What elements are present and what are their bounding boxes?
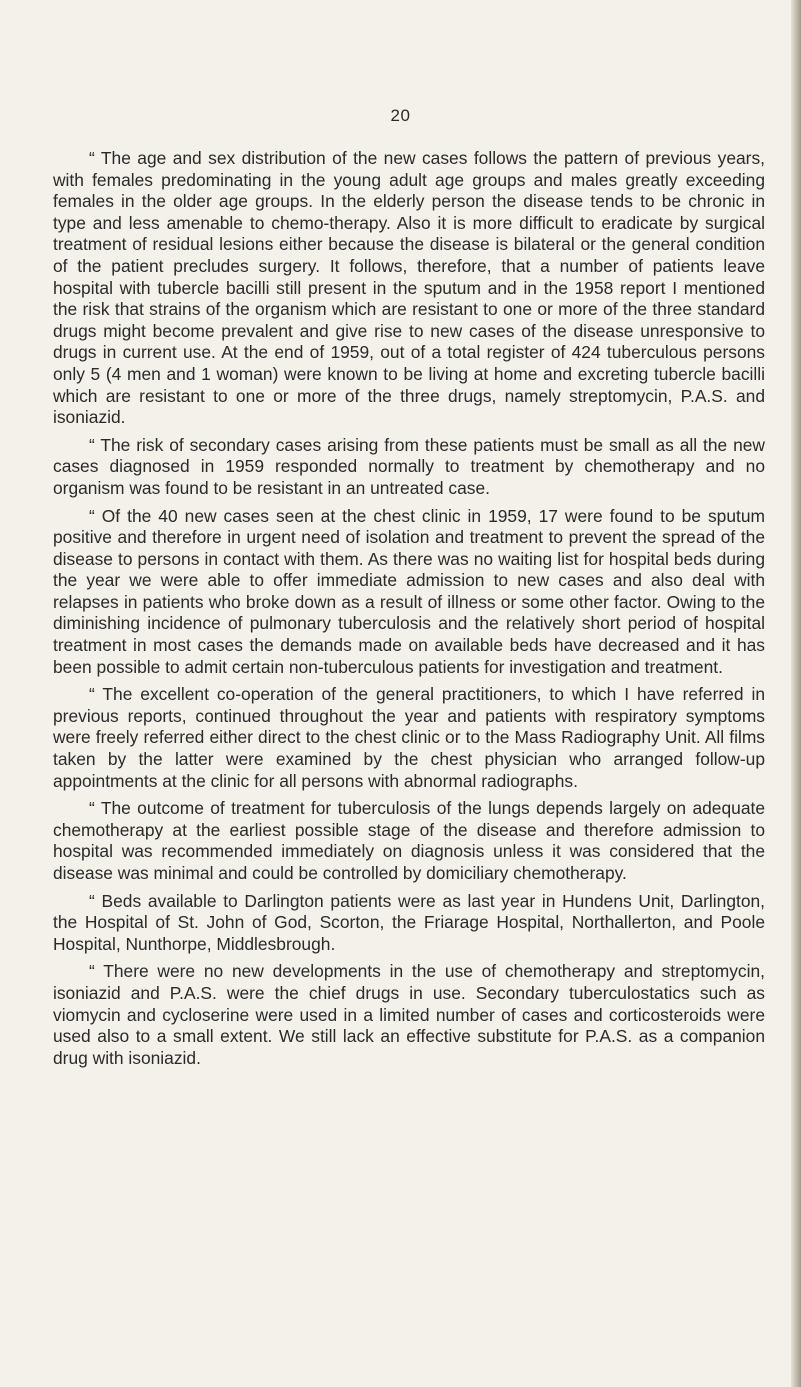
paragraph-new-cases-chest-clinic: “ Of the 40 new cases seen at the chest clinic in 1959, 17 were found to be sputum positive and therefore in urgent need of isolation and treatment to prevent the spread of the disease to persons in contact with them. As there was no waiting list for hospital beds during the year we were able to offer immediate admission to new cases and also deal with relapses in patients who broke down as a result of illness or some other factor. Owing to the diminishing incidence of pulmonary tuberculosis and the relatively short period of hospital treatment in most cases the demands made on available beds have decreased and it has been possible to admit certain non-tuberculous patients for investigation and treatment. bbox=[53, 505, 765, 677]
page-number: 20 bbox=[390, 106, 411, 125]
paragraph-secondary-cases-risk: “ The risk of secondary cases arising from these patients must be small as all the new cases diagnosed in 1959 responded normally to treatment by chemotherapy and no organism was found to be resistant in an untreated case. bbox=[53, 434, 765, 498]
paragraph-age-sex-distribution: “ The age and sex distribution of the new cases follows the pattern of previous years, with females predominating in the young adult age groups and males greatly exceeding females in the older age groups. In the elderly person the disease tends to be chronic in type and less amenable to chemo-therapy. Also it is more difficult to eradicate by surgical treatment of residual lesions either because the disease is bilateral or the general condition of the patient precludes surgery. It follows, therefore, that a number of patients leave hospital with tubercle bacilli still present in the sputum and in the 1958 report I mentioned the risk that strains of the organism which are resistant to one or more of the three standard drugs might become prevalent and give rise to new cases of the disease unresponsive to drugs in current use. At the end of 1959, out of a total register of 424 tuberculous persons only 5 (4 men and 1 woman) were known to be living at home and excreting tubercle bacilli which are resistant to one or more of the three drugs, namely streptomycin, P.A.S. and isoniazid. bbox=[53, 148, 765, 428]
paragraph-treatment-outcome: “ The outcome of treatment for tuberculosis of the lungs depends largely on adequate chemotherapy at the earliest possible stage of the disease and therefore admission to hospital was recommended immediately on diagnosis unless it was considered that the disease was minimal and could be controlled by domiciliary chemotherapy. bbox=[53, 798, 765, 883]
paragraph-beds-available: “ Beds available to Darlington patients were as last year in Hundens Unit, Darlington, the Hospital of St. John of God, Scorton, the Friarage Hospital, Northallerton, and Poole Hospital, Nunthorpe, Middlesbrough. bbox=[53, 890, 765, 954]
page-edge-shadow bbox=[791, 0, 801, 1387]
paragraph-chemotherapy-developments: “ There were no new developments in the use of chemotherapy and streptomycin, isoniazid and P.A.S. were the chief drugs in use. Secondary tuberculostatics such as viomycin and cycloserine were used in a limited number of cases and corticosteroids were used also to a small extent. We still lack an effective substitute for P.A.S. as a companion drug with isoniazid. bbox=[53, 961, 765, 1068]
body-text bbox=[53, 148, 765, 1075]
paragraph-general-practitioners: “ The excellent co-operation of the general practitioners, to which I have referred in previous reports, continued throughout the year and patients with respiratory symptoms were freely referred either direct to the chest clinic or to the Mass Radiography Unit. All films taken by the latter were examined by the chest physician who arranged follow-up appointments at the clinic for all persons with abnormal radiographs. bbox=[53, 684, 765, 791]
